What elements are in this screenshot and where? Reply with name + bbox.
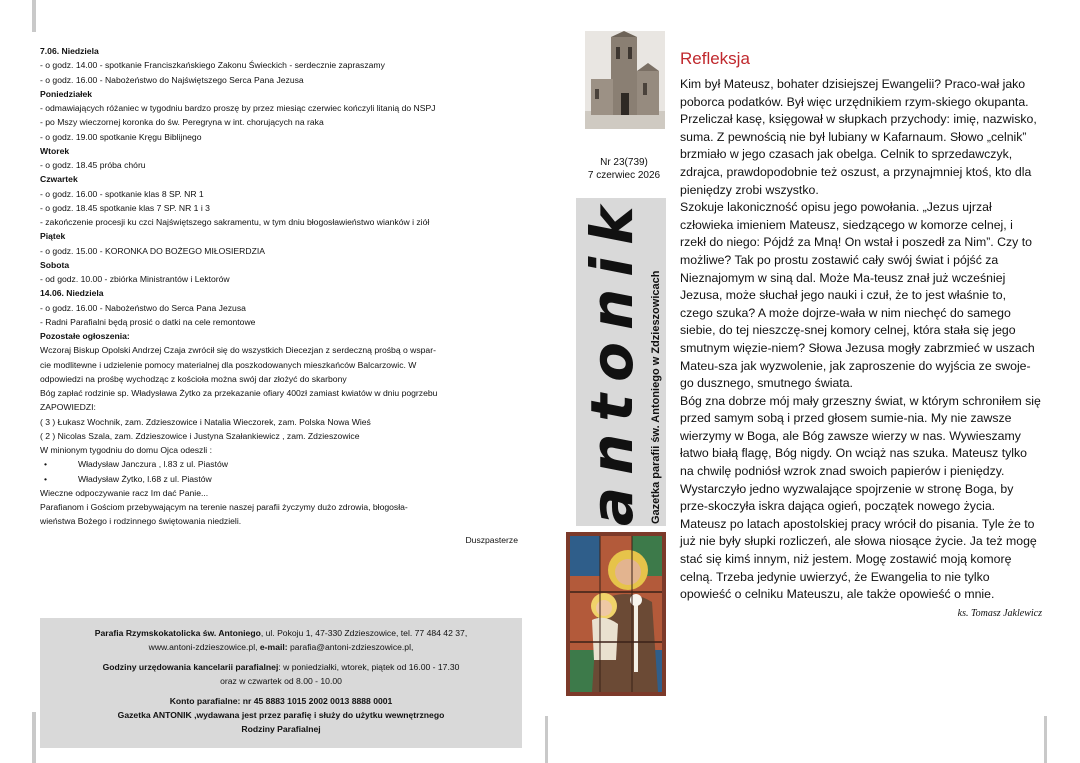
article-paragraph-1: Kim był Mateusz, bohater dzisiejszej Ewangelii? Praco-wał jako poborca podatków. Był więc urzędnikiem rzym-skiego okupanta. Przeliczał kasę, księgował w słupkach przychody: imię, nazwisko, suma. Z pewnością nie był lubiany w Kafarnaum. Słowo „celnik” brzmiało w jego czasach jak obelga. Celnik to sprzedawczyk, zdrajca, prawdopodobnie też oszust, a przynajmniej ktoś, kto dla pieniędzy zrobi wszystko. — [680, 77, 1037, 197]
announcement-line: - po Mszy wieczornej koronka do św. Peregryna w int. chorujących na raka — [40, 117, 324, 128]
parish-web[interactable]: www.antoni-zdzieszowice.pl, — [148, 642, 260, 652]
issue-date: 7 czerwiec 2026 — [587, 170, 661, 181]
saint-anthony-image — [566, 532, 666, 696]
announcement-line: - o godz. 18.45 spotkanie klas 7 SP. NR 1 i 3 — [40, 202, 210, 213]
announcement-heading: Piątek — [40, 231, 66, 242]
article-paragraph-3 — [680, 393, 1042, 619]
parish-footer — [40, 618, 522, 748]
announcement-line: odpowiedzi na prośbę wychodząc z kościoła można swój dar złożyć do skarbony — [40, 373, 347, 384]
announcement-line: - o godz. 18.45 próba chóru — [40, 160, 146, 170]
announcement-line: - o godz. 14.00 - spotkanie Franciszkańskiego Zakonu Świeckich - serdecznie zapraszamy — [40, 60, 385, 71]
announcement-line: ( 3 ) Łukasz Wochnik, zam. Zdzieszowice i Natalia Wieczorek, zam. Polska Nowa Wieś — [40, 416, 371, 427]
masthead-title-text: antonik — [578, 194, 646, 526]
announcement-heading: Czwartek — [40, 174, 78, 185]
announcement-line: - o godz. 16.00 - Nabożeństwo do Najświętszego Serca Pana Jezusa — [40, 74, 304, 85]
article-author: ks. Tomasz Jaklewicz — [957, 607, 1042, 619]
article-heading: Refleksja — [680, 49, 750, 68]
gazette-note-2: Rodziny Parafialnej — [241, 724, 321, 734]
announcement-line: - o godz. 16.00 - spotkanie klas 8 SP. NR 1 — [40, 188, 204, 199]
deceased-name: Władysław Żytko, l.68 z ul. Piastów — [78, 473, 212, 484]
announcements-signature: Duszpasterze — [465, 534, 518, 545]
announcement-heading: 7.06. Niedziela — [40, 46, 99, 56]
article-paragraph-2: Szokuje lakoniczność opisu jego powołania. „Jezus ujrzał człowieka imieniem Mateusz, siedzącego w komorze celnej, i rzekł do niego: Pójdź za Mną! On wstał i poszedł za Nim”. Czy to możliwe? Tak po prostu zostawić cały swój świat i pójść za Nieznajomym w siną dal. Może Ma-teusz znał już wcześniej Jezusa, może słuchał jego nauki i czuł, że to jest właśnie to, czego szuka? A może dojrze-wała w nim niechęć do samego siebie, do tej nieszczę-snej komory celnej, która stała się jego smutnym więzie-niem? Słowa Jezusa mogły zabrzmieć w uszach Mateu-sza jak wyzwolenie, jak zaproszenie do wyjścia ze swoje-go dusznego, smutnego świata. — [680, 200, 1035, 391]
announcement-line: - o godz. 19.00 spotkanie Kręgu Biblijnego — [40, 131, 202, 142]
left-page-rule — [32, 0, 36, 32]
office-hours: : w poniedziałki, wtorek, piątek od 16.00 - 17.30 — [278, 662, 460, 672]
announcement-line: - o godz. 16.00 - Nabożeństwo do Serca Pana Jezusa — [40, 302, 246, 313]
article-paragraph-3-text: Bóg zna dobrze mój mały grzeszny świat, w którym schroniłem się przed samym sobą i przed głosem sumie-nia. My nie zawsze wierzymy w Boga, ale Bóg zawsze wierzy w nas. Wywieszamy łatwo białą flagę, Bóg nigdy. On wciąż nas szuka. Mateusz tylko na chwilę podniósł wzrok znad swoich papierów i pieniędzy. Wystarczyło jedno wyzwalające spojrzenie w stronę Boga, by prze-skoczyła iskra dająca ogień, początek nowego życia. Mateusz po latach apostolskiej pracy wrócił do pisania. Tyle że to już nie były słupki rozliczeń, ale słowa niosące życie. Ja też mogę stać się kimś innym, niż jestem. Mogę zostawić moją komorę celną. Trzeba jedynie uwierzyć, że Ewangelia to nie tylko opowieść o celniku Mateuszu, ale także opowieść o mnie. — [680, 393, 1041, 602]
announcement-line: Wczoraj Biskup Opolski Andrzej Czaja zwrócił się do wszystkich Diecezjan z serdeczną prośbą o wspar- — [40, 345, 436, 356]
office-hours-label: Godziny urzędowania kancelarii parafialnej — [102, 662, 279, 672]
gazette-note: Gazetka ANTONIK ,wydawana jest przez parafię i służy do użytku wewnętrznego — [117, 710, 445, 720]
deceased-item — [40, 472, 518, 486]
announcement-line: cie modlitewne i udzielenie pomocy materialnej dla poszkodowanych mieszkańców Balcarzowic. W — [40, 359, 417, 370]
announcement-heading: Poniedziałek — [40, 88, 93, 99]
email-label: e-mail: — [259, 642, 288, 652]
announcement-line: - od godz. 10.00 - zbiórka Ministrantów i Lektorów — [40, 274, 230, 284]
announcements — [40, 44, 518, 547]
masthead-subtitle-text: Gazetka parafii św. Antoniego w Zdzieszowicach — [650, 270, 662, 524]
center-page-rule — [545, 716, 548, 763]
parish-name: Parafia Rzymskokatolicka św. Antoniego — [94, 628, 261, 638]
parish-email[interactable]: parafia@antoni-zdzieszowice.pl, — [287, 642, 414, 652]
office-hours-2: oraz w czwartek od 8.00 - 10.00 — [220, 676, 342, 686]
announcement-line: Bóg zapłać rodzinie sp. Władysława Żytko za przekazanie ofiary 400zł zamiast kwiatów w dniu pogrzebu — [40, 388, 438, 398]
deceased-item — [40, 457, 518, 471]
announcement-heading: Pozostałe ogłoszenia: — [40, 331, 130, 341]
announcement-line: - odmawiających różaniec w tygodniu bardzo proszę by przez miesiąc czerwiec kończyli litanią do NSPJ — [40, 103, 436, 113]
announcement-line: W minionym tygodniu do domu Ojca odeszli : — [40, 445, 212, 455]
announcement-heading: Sobota — [40, 259, 70, 270]
announcement-heading: Wtorek — [40, 145, 70, 156]
announcement-line: - zakończenie procesji ku czci Najświętszego sakramentu, w tym dniu błogosławieństwo wianków i ziół — [40, 217, 430, 227]
announcement-line: ( 2 ) Nicolas Szala, zam. Zdzieszowice i Justyna Szałankiewicz , zam. Zdzieszowice — [40, 430, 360, 441]
deceased-name: Władysław Janczura , l.83 z ul. Piastów — [78, 459, 228, 470]
issue-info — [572, 156, 676, 182]
announcement-line: Parafianom i Gościom przebywającym na terenie naszej parafii życzymy dużo zdrowia, błogosła- — [40, 502, 408, 512]
announcement-line: wieństwa Bożego i rodzinnego świętowania niedzieli. — [40, 516, 242, 527]
announcement-line: - o godz. 15.00 - KORONKA DO BOŻEGO MIŁOSIERDZIA — [40, 245, 265, 256]
announcement-line: ZAPOWIEDZI: — [40, 402, 96, 413]
announcement-line: Wieczne odpoczywanie racz Im dać Panie... — [40, 487, 209, 498]
reflection-article — [680, 48, 1042, 622]
bank-account: Konto parafialne: nr 45 8883 1015 2002 0013 8888 0001 — [169, 696, 393, 706]
bullet-icon: • — [44, 473, 48, 484]
parish-address: , ul. Pokoju 1, 47-330 Zdzieszowice, tel. 77 484 42 37, — [260, 628, 468, 638]
bullet-icon: • — [44, 459, 48, 470]
left-page-rule-bottom — [32, 712, 36, 763]
church-image — [585, 31, 665, 129]
right-page-rule — [1044, 716, 1047, 763]
issue-number: Nr 23(739) — [600, 157, 648, 168]
announcement-line: - Radni Parafialni będą prosić o datki na cele remontowe — [40, 316, 256, 327]
announcement-heading: 14.06. Niedziela — [40, 288, 104, 299]
